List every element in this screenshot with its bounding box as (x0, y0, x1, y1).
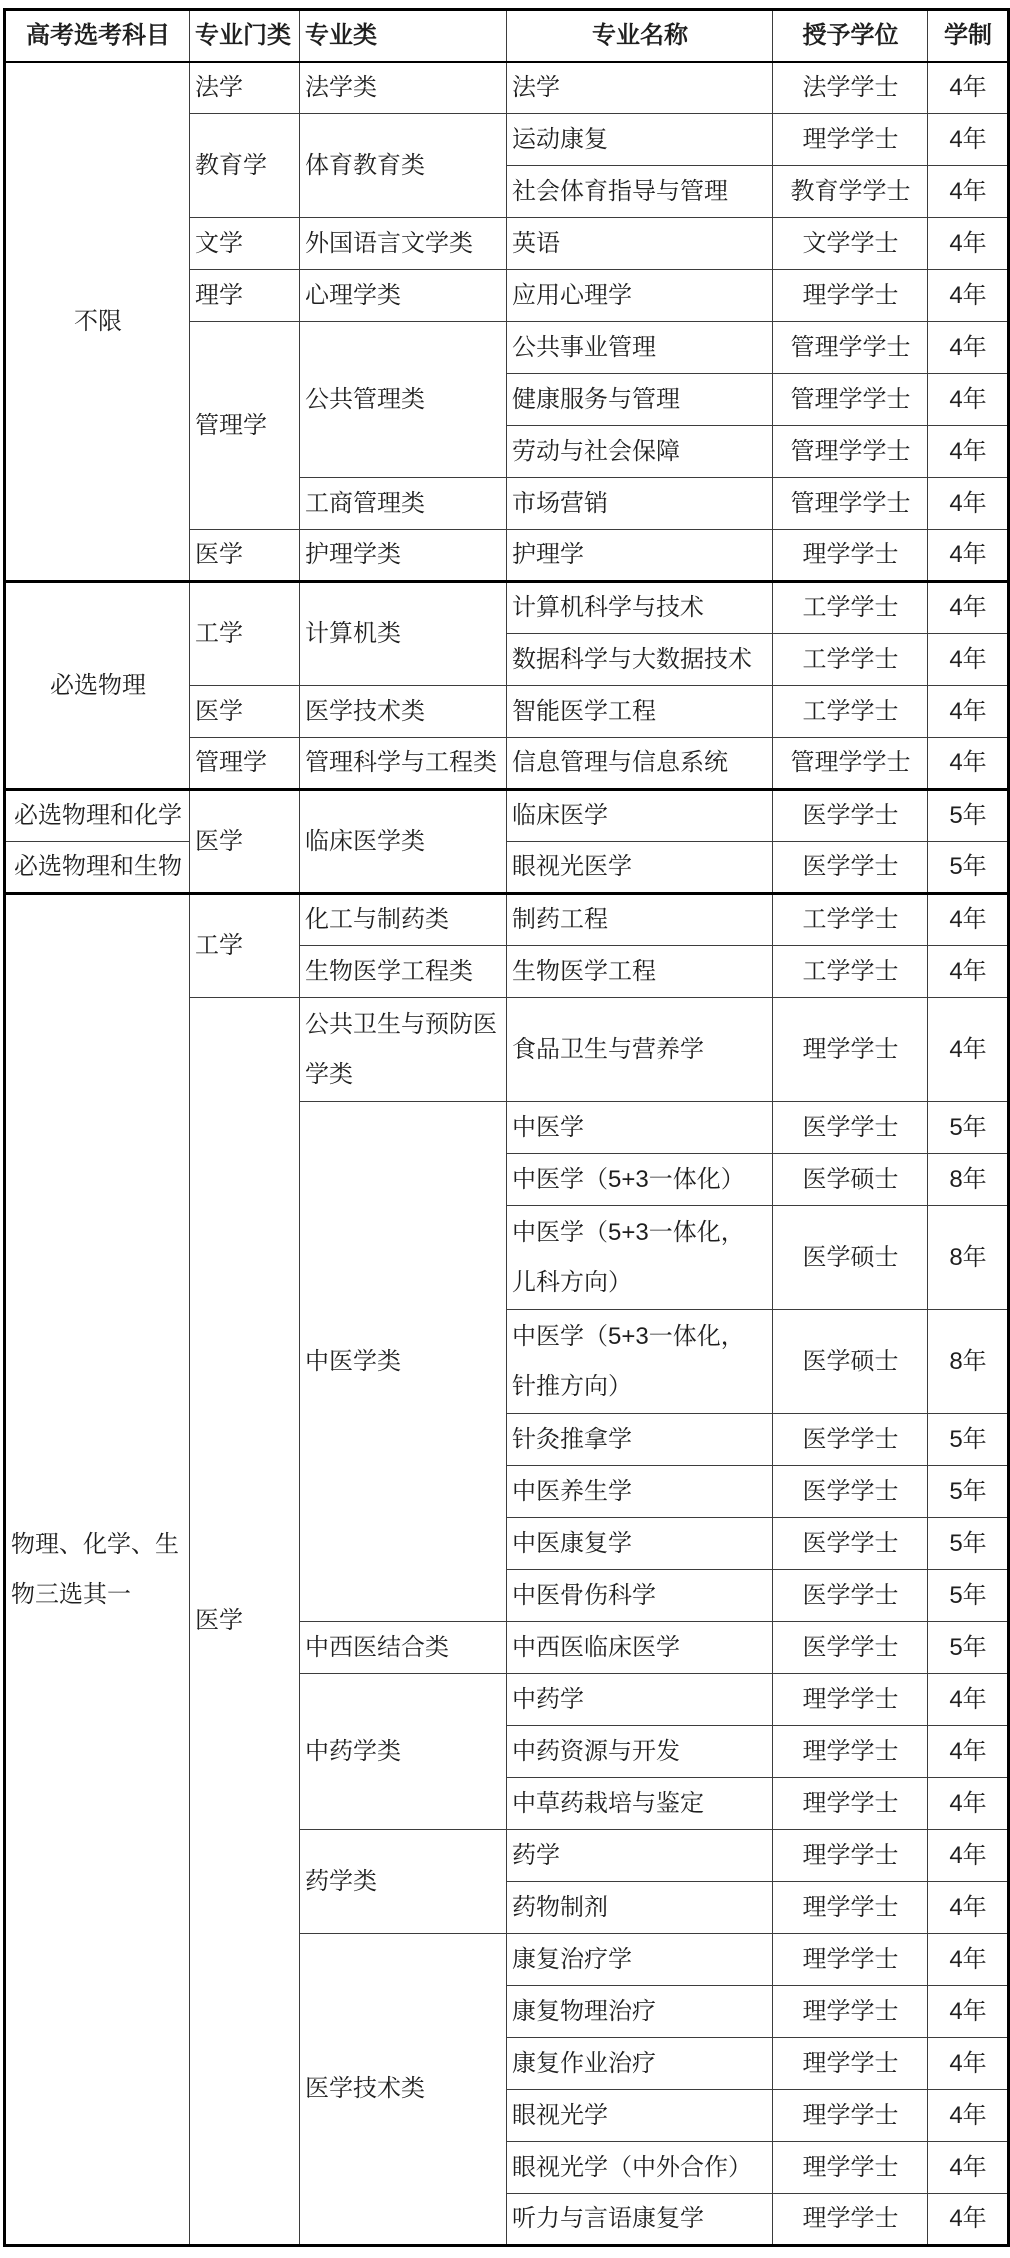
category-cell: 医学 (190, 686, 300, 738)
header-class: 专业类 (300, 10, 507, 62)
class-cell: 法学类 (300, 62, 507, 114)
degree-cell: 理学学士 (773, 1674, 928, 1726)
majors-table-header (5, 10, 1009, 62)
header-subject: 高考选考科目 (5, 10, 190, 62)
category-cell: 医学 (190, 790, 300, 894)
degree-cell: 工学学士 (773, 582, 928, 634)
class-cell: 工商管理类 (300, 478, 507, 530)
class-cell: 计算机类 (300, 582, 507, 686)
major-name-cell: 听力与言语康复学 (507, 2194, 773, 2246)
years-cell: 4年 (928, 2194, 1009, 2246)
years-cell: 5年 (928, 1414, 1009, 1466)
major-name-cell: 中药资源与开发 (507, 1726, 773, 1778)
class-cell: 体育教育类 (300, 114, 507, 218)
header-degree: 授予学位 (773, 10, 928, 62)
category-cell: 医学 (190, 998, 300, 2246)
degree-cell: 工学学士 (773, 894, 928, 946)
years-cell: 4年 (928, 478, 1009, 530)
table-row (5, 62, 1009, 114)
category-cell: 管理学 (190, 322, 300, 530)
major-name-cell: 中医养生学 (507, 1466, 773, 1518)
category-cell: 理学 (190, 270, 300, 322)
subject-cell: 必选物理 (5, 582, 190, 790)
degree-cell: 理学学士 (773, 998, 928, 1102)
major-name-cell: 中西医临床医学 (507, 1622, 773, 1674)
years-cell: 4年 (928, 1830, 1009, 1882)
degree-cell: 医学学士 (773, 1518, 928, 1570)
major-name-cell: 中医康复学 (507, 1518, 773, 1570)
major-name-cell: 眼视光学（中外合作） (507, 2142, 773, 2194)
majors-table (3, 8, 1010, 2247)
class-cell: 中医学类 (300, 1102, 507, 1622)
class-cell: 外国语言文学类 (300, 218, 507, 270)
years-cell: 4年 (928, 1882, 1009, 1934)
years-cell: 4年 (928, 946, 1009, 998)
major-name-cell: 护理学 (507, 530, 773, 582)
degree-cell: 理学学士 (773, 1986, 928, 2038)
major-name-cell: 中草药栽培与鉴定 (507, 1778, 773, 1830)
degree-cell: 理学学士 (773, 1934, 928, 1986)
class-cell: 化工与制药类 (300, 894, 507, 946)
major-name-cell: 针灸推拿学 (507, 1414, 773, 1466)
header-years: 学制 (928, 10, 1009, 62)
years-cell: 4年 (928, 62, 1009, 114)
years-cell: 5年 (928, 1102, 1009, 1154)
major-name-cell: 应用心理学 (507, 270, 773, 322)
majors-table-body (5, 62, 1009, 2246)
major-name-cell: 数据科学与大数据技术 (507, 634, 773, 686)
years-cell: 8年 (928, 1206, 1009, 1310)
header-major: 专业名称 (507, 10, 773, 62)
major-name-cell: 康复治疗学 (507, 1934, 773, 1986)
years-cell: 5年 (928, 842, 1009, 894)
class-cell: 中药学类 (300, 1674, 507, 1830)
years-cell: 4年 (928, 270, 1009, 322)
degree-cell: 理学学士 (773, 2038, 928, 2090)
category-cell: 工学 (190, 894, 300, 998)
degree-cell: 工学学士 (773, 634, 928, 686)
major-name-cell: 中医骨伤科学 (507, 1570, 773, 1622)
years-cell: 4年 (928, 2090, 1009, 2142)
category-cell: 文学 (190, 218, 300, 270)
degree-cell: 管理学学士 (773, 374, 928, 426)
major-name-cell: 智能医学工程 (507, 686, 773, 738)
degree-cell: 理学学士 (773, 114, 928, 166)
degree-cell: 医学硕士 (773, 1154, 928, 1206)
major-name-cell: 中医学（5+3一体化） (507, 1154, 773, 1206)
subject-cell: 物理、化学、生物三选其一 (5, 894, 190, 2246)
years-cell: 8年 (928, 1154, 1009, 1206)
years-cell: 4年 (928, 738, 1009, 790)
category-cell: 工学 (190, 582, 300, 686)
degree-cell: 医学学士 (773, 1414, 928, 1466)
class-cell: 公共管理类 (300, 322, 507, 478)
table-row (5, 894, 1009, 946)
degree-cell: 医学学士 (773, 1102, 928, 1154)
degree-cell: 教育学学士 (773, 166, 928, 218)
class-cell: 中西医结合类 (300, 1622, 507, 1674)
class-cell: 心理学类 (300, 270, 507, 322)
major-name-cell: 公共事业管理 (507, 322, 773, 374)
degree-cell: 理学学士 (773, 2194, 928, 2246)
major-name-cell: 法学 (507, 62, 773, 114)
degree-cell: 理学学士 (773, 1726, 928, 1778)
years-cell: 4年 (928, 218, 1009, 270)
major-name-cell: 食品卫生与营养学 (507, 998, 773, 1102)
degree-cell: 文学学士 (773, 218, 928, 270)
subject-cell: 必选物理和化学 (5, 790, 190, 842)
degree-cell: 理学学士 (773, 1778, 928, 1830)
category-cell: 管理学 (190, 738, 300, 790)
major-name-cell: 康复物理治疗 (507, 1986, 773, 2038)
major-name-cell: 计算机科学与技术 (507, 582, 773, 634)
years-cell: 4年 (928, 894, 1009, 946)
years-cell: 4年 (928, 2142, 1009, 2194)
major-name-cell: 运动康复 (507, 114, 773, 166)
years-cell: 4年 (928, 1778, 1009, 1830)
years-cell: 5年 (928, 1518, 1009, 1570)
degree-cell: 理学学士 (773, 270, 928, 322)
class-cell: 管理科学与工程类 (300, 738, 507, 790)
subject-cell: 必选物理和生物 (5, 842, 190, 894)
major-name-cell: 康复作业治疗 (507, 2038, 773, 2090)
degree-cell: 管理学学士 (773, 322, 928, 374)
degree-cell: 理学学士 (773, 1882, 928, 1934)
years-cell: 5年 (928, 1466, 1009, 1518)
degree-cell: 管理学学士 (773, 426, 928, 478)
major-name-cell: 健康服务与管理 (507, 374, 773, 426)
header-row (5, 10, 1009, 62)
subject-cell: 不限 (5, 62, 190, 582)
years-cell: 4年 (928, 322, 1009, 374)
years-cell: 4年 (928, 426, 1009, 478)
major-name-cell: 药学 (507, 1830, 773, 1882)
years-cell: 5年 (928, 1570, 1009, 1622)
class-cell: 生物医学工程类 (300, 946, 507, 998)
major-name-cell: 生物医学工程 (507, 946, 773, 998)
degree-cell: 工学学士 (773, 946, 928, 998)
degree-cell: 管理学学士 (773, 478, 928, 530)
major-name-cell: 制药工程 (507, 894, 773, 946)
major-name-cell: 劳动与社会保障 (507, 426, 773, 478)
table-row (5, 582, 1009, 634)
degree-cell: 医学硕士 (773, 1206, 928, 1310)
class-cell: 护理学类 (300, 530, 507, 582)
years-cell: 8年 (928, 1310, 1009, 1414)
degree-cell: 医学学士 (773, 1570, 928, 1622)
major-name-cell: 眼视光医学 (507, 842, 773, 894)
years-cell: 4年 (928, 166, 1009, 218)
major-name-cell: 药物制剂 (507, 1882, 773, 1934)
major-name-cell: 信息管理与信息系统 (507, 738, 773, 790)
years-cell: 4年 (928, 1986, 1009, 2038)
degree-cell: 医学学士 (773, 842, 928, 894)
years-cell: 4年 (928, 2038, 1009, 2090)
category-cell: 医学 (190, 530, 300, 582)
years-cell: 5年 (928, 1622, 1009, 1674)
major-name-cell: 临床医学 (507, 790, 773, 842)
degree-cell: 理学学士 (773, 530, 928, 582)
degree-cell: 医学学士 (773, 790, 928, 842)
degree-cell: 法学学士 (773, 62, 928, 114)
class-cell: 医学技术类 (300, 1934, 507, 2246)
degree-cell: 医学学士 (773, 1622, 928, 1674)
category-cell: 教育学 (190, 114, 300, 218)
years-cell: 4年 (928, 114, 1009, 166)
degree-cell: 医学学士 (773, 1466, 928, 1518)
class-cell: 药学类 (300, 1830, 507, 1934)
years-cell: 4年 (928, 1934, 1009, 1986)
major-name-cell: 中医学 (507, 1102, 773, 1154)
degree-cell: 理学学士 (773, 1830, 928, 1882)
degree-cell: 理学学士 (773, 2090, 928, 2142)
class-cell: 医学技术类 (300, 686, 507, 738)
major-name-cell: 社会体育指导与管理 (507, 166, 773, 218)
years-cell: 4年 (928, 1674, 1009, 1726)
degree-cell: 理学学士 (773, 2142, 928, 2194)
degree-cell: 工学学士 (773, 686, 928, 738)
years-cell: 4年 (928, 582, 1009, 634)
years-cell: 4年 (928, 998, 1009, 1102)
major-name-cell: 眼视光学 (507, 2090, 773, 2142)
major-name-cell: 中医学（5+3一体化，儿科方向） (507, 1206, 773, 1310)
major-name-cell: 市场营销 (507, 478, 773, 530)
class-cell: 临床医学类 (300, 790, 507, 894)
table-row (5, 842, 1009, 894)
years-cell: 4年 (928, 686, 1009, 738)
major-name-cell: 中药学 (507, 1674, 773, 1726)
degree-cell: 医学硕士 (773, 1310, 928, 1414)
class-cell: 公共卫生与预防医学类 (300, 998, 507, 1102)
degree-cell: 管理学学士 (773, 738, 928, 790)
category-cell: 法学 (190, 62, 300, 114)
years-cell: 4年 (928, 530, 1009, 582)
header-category: 专业门类 (190, 10, 300, 62)
years-cell: 4年 (928, 634, 1009, 686)
years-cell: 4年 (928, 1726, 1009, 1778)
major-name-cell: 中医学（5+3一体化，针推方向） (507, 1310, 773, 1414)
table-row (5, 790, 1009, 842)
years-cell: 4年 (928, 374, 1009, 426)
major-name-cell: 英语 (507, 218, 773, 270)
years-cell: 5年 (928, 790, 1009, 842)
